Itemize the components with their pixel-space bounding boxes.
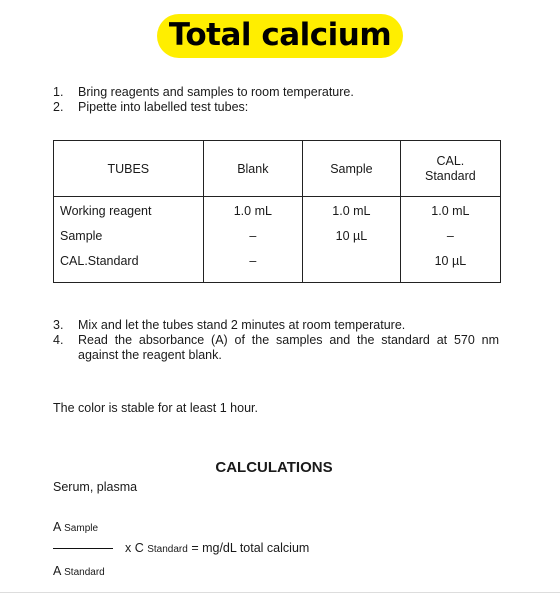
denominator-main: A xyxy=(53,564,61,578)
fraction-bar xyxy=(53,548,113,549)
step-item xyxy=(53,333,499,363)
denominator-subscript: Standard xyxy=(64,567,105,578)
table-cell: – xyxy=(249,254,257,268)
steps-list-final xyxy=(53,318,499,363)
header-cal-standard-text: CAL. Standard xyxy=(425,153,476,183)
table-cell: – xyxy=(249,229,257,243)
step-text: Pipette into labelled test tubes: xyxy=(78,100,249,114)
table-column-blank xyxy=(203,197,302,283)
table-cell: 1.0 mL xyxy=(332,204,371,218)
step-number: 3. xyxy=(53,318,64,332)
sample-matrix-label: Serum, plasma xyxy=(53,480,138,494)
table-cell: 10 µL xyxy=(335,229,368,243)
step-number: 2. xyxy=(53,100,64,114)
pipetting-table xyxy=(53,140,501,283)
step-item xyxy=(53,318,499,333)
step-text: Read the absorbance (A) of the samples and the standard at 570 nm against the reagent blank. xyxy=(78,333,499,362)
step-number: 4. xyxy=(53,333,64,347)
table-cell: – xyxy=(446,229,454,243)
page-title: Total calcium xyxy=(157,14,403,58)
step-item xyxy=(53,85,513,100)
table-cell: Working reagent xyxy=(60,204,152,218)
header-blank: Blank xyxy=(203,141,302,197)
header-tubes: TUBES xyxy=(54,141,204,197)
stability-note: The color is stable for at least 1 hour. xyxy=(53,401,258,415)
table-cell: CAL.Standard xyxy=(60,254,139,268)
table-column-tubes xyxy=(54,197,204,283)
step-item xyxy=(53,100,513,115)
formula-prefix: x C xyxy=(125,541,144,555)
table-cell xyxy=(309,253,394,278)
header-sample: Sample xyxy=(303,141,401,197)
formula-subscript: Standard xyxy=(147,544,188,555)
fraction-denominator xyxy=(53,564,105,578)
table-cell: 10 µL xyxy=(434,254,467,268)
table-column-cal-standard xyxy=(400,197,500,283)
title-container xyxy=(0,14,560,58)
step-number: 1. xyxy=(53,85,64,99)
numerator-main: A xyxy=(53,520,61,534)
calculations-heading: CALCULATIONS xyxy=(215,459,333,476)
formula-suffix: = mg/dL total calcium xyxy=(191,541,310,555)
table-body-row xyxy=(54,197,501,283)
table-cell: Sample xyxy=(60,229,103,243)
table-cell: 1.0 mL xyxy=(233,204,272,218)
table-column-sample xyxy=(303,197,401,283)
table-cell: 1.0 mL xyxy=(431,204,470,218)
formula-expression xyxy=(125,541,309,555)
fraction-numerator xyxy=(53,520,98,534)
numerator-subscript: Sample xyxy=(64,523,99,534)
step-text: Bring reagents and samples to room temperature. xyxy=(78,85,354,99)
table-header-row xyxy=(54,141,501,197)
step-text: Mix and let the tubes stand 2 minutes at room temperature. xyxy=(78,318,406,332)
header-cal-standard xyxy=(400,141,500,197)
steps-list-initial xyxy=(53,85,513,115)
bottom-divider xyxy=(0,592,560,593)
